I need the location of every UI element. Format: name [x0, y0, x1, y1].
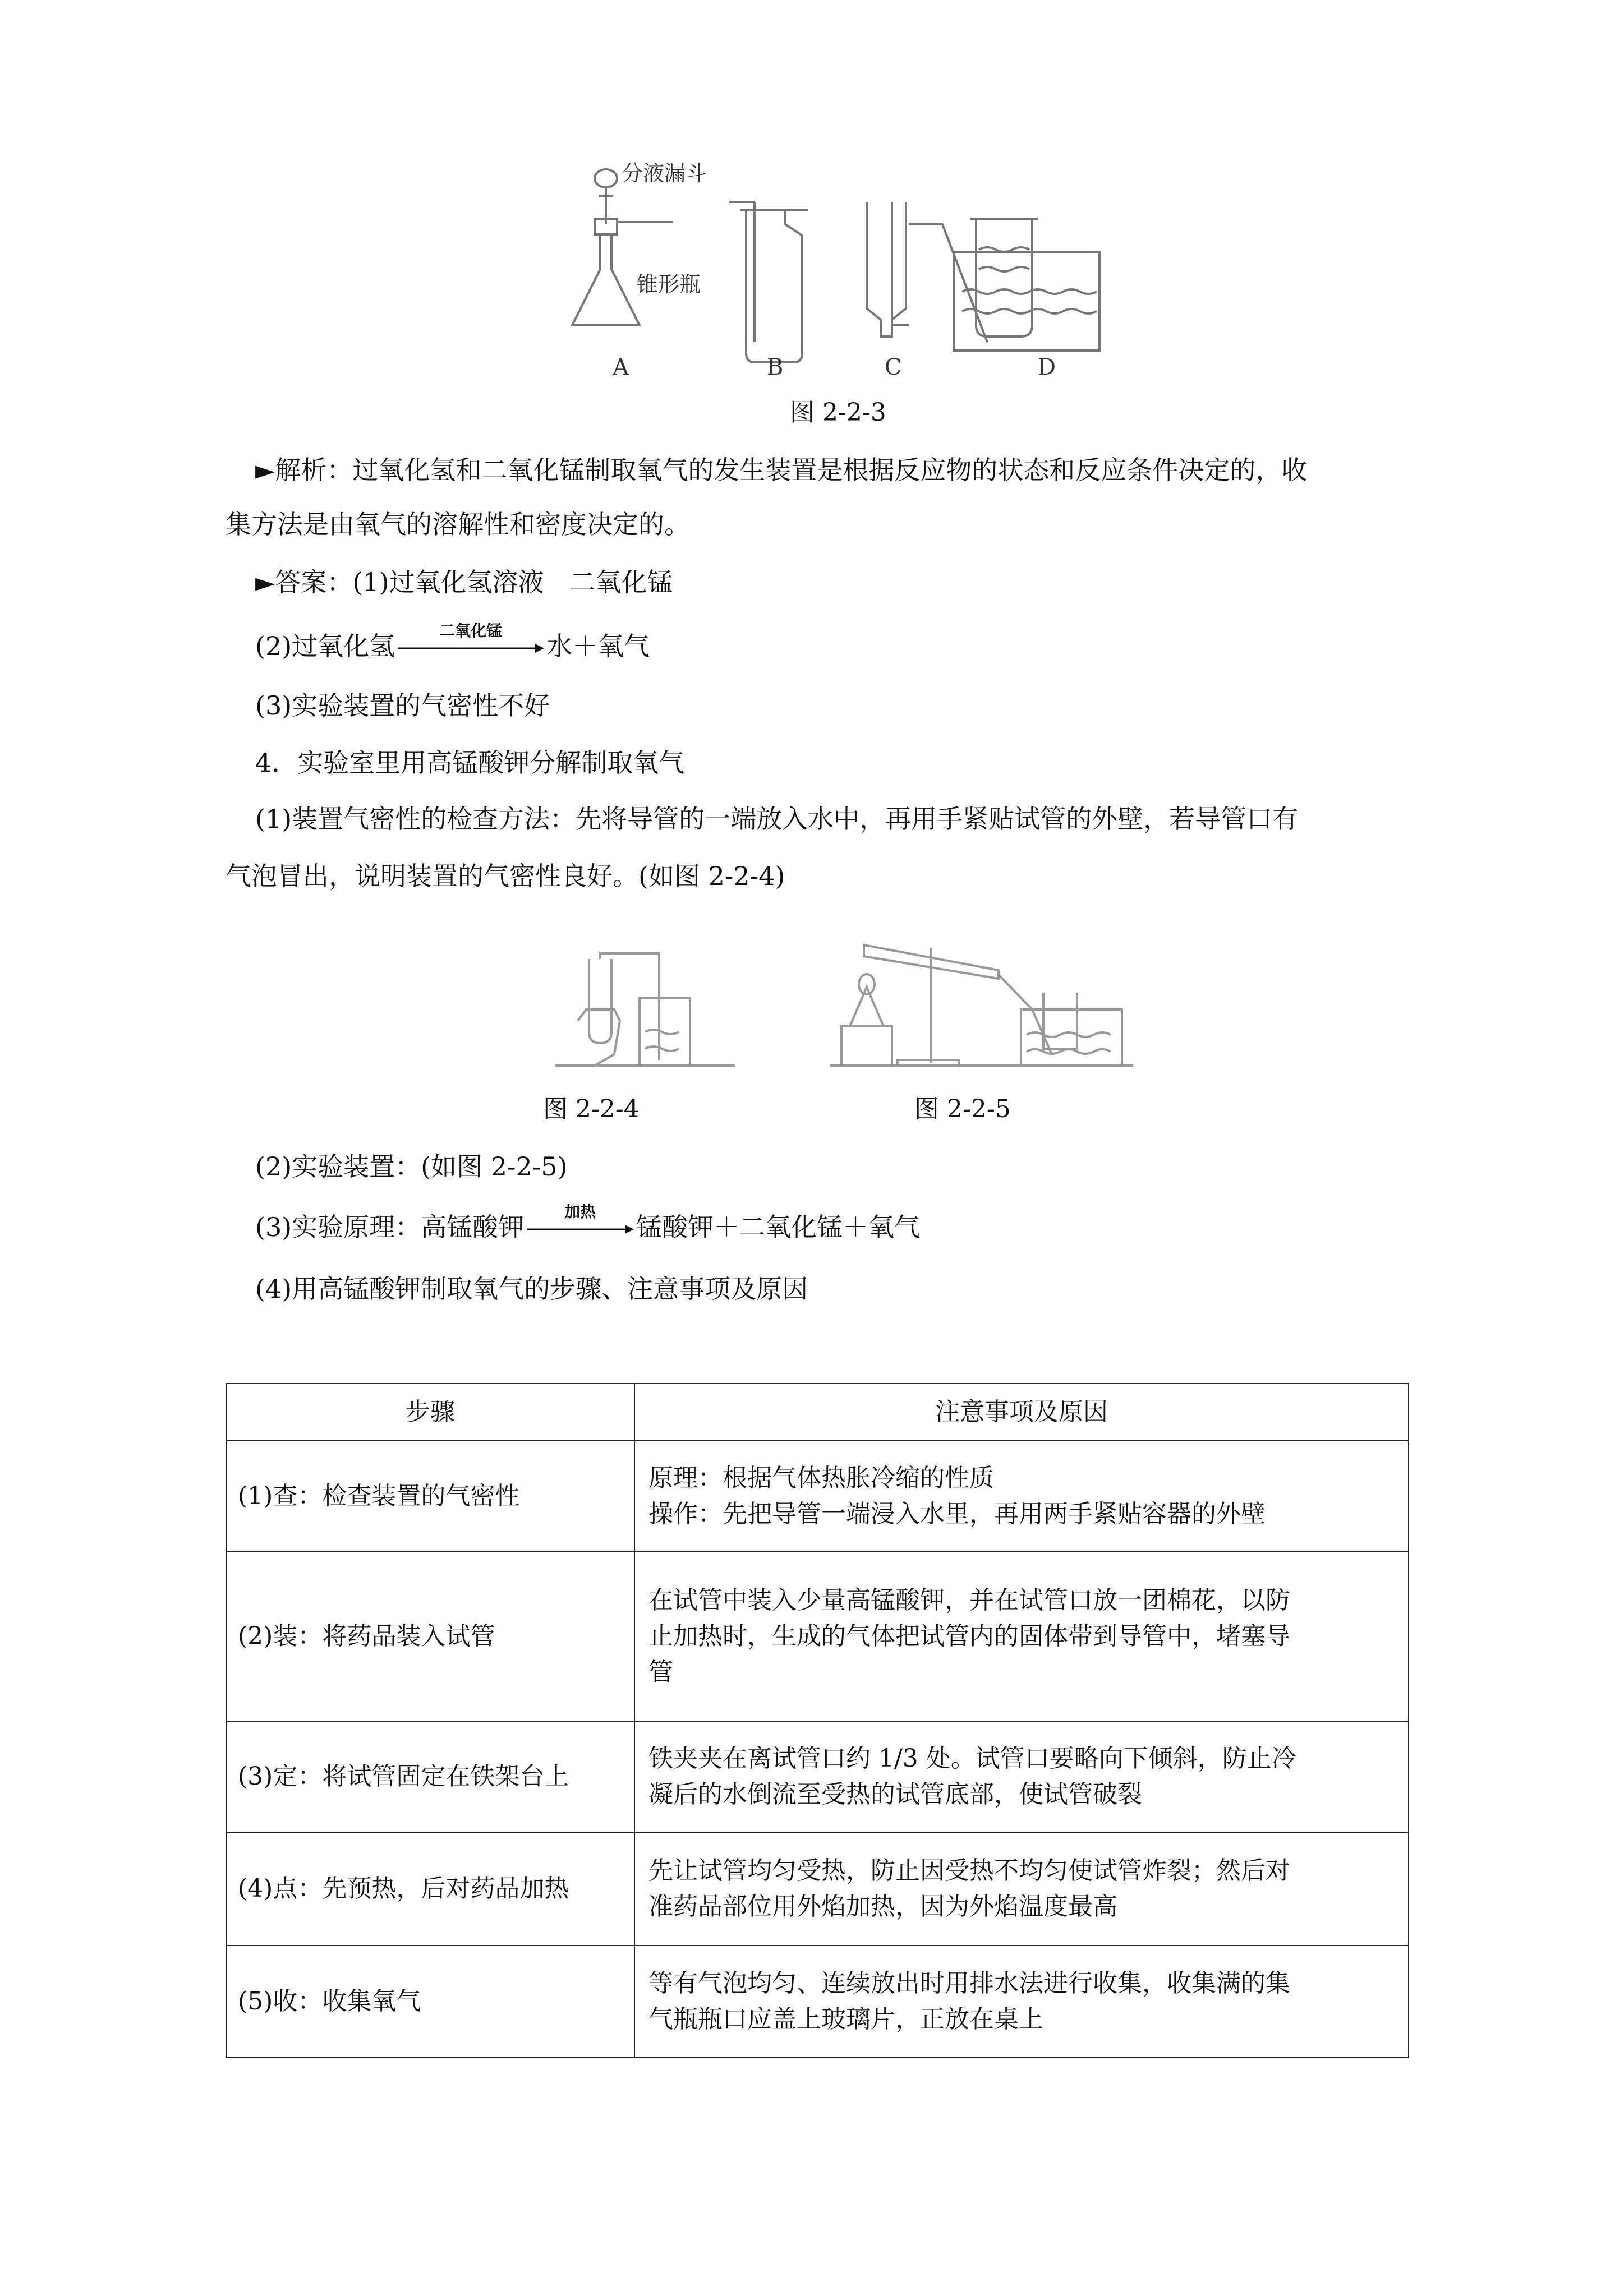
table-row	[226, 1552, 1409, 1721]
reaction-condition: 二氧化锰	[439, 621, 503, 640]
section-4-p3	[255, 1202, 921, 1244]
table-row	[226, 1441, 1409, 1552]
principle-arrow	[524, 1202, 636, 1236]
table-row	[226, 1832, 1409, 1945]
figure-2-2-5-caption: 图 2-2-5	[914, 1095, 1011, 1123]
reaction-arrow	[395, 621, 546, 655]
note-cell	[634, 1552, 1409, 1721]
step-cell: (5)收：收集氧气	[226, 1945, 634, 2058]
figure-2-2-3	[561, 140, 1133, 398]
answer-line-3: (3)实验装置的气密性不好	[255, 690, 550, 721]
note-line: 止加热时，生成的气体把试管内的固体带到导管中，堵塞导	[648, 1622, 1290, 1650]
answer-line-1: ►答案：(1)过氧化氢溶液 二氧化锰	[255, 567, 673, 597]
step-cell: (2)装：将药品装入试管	[226, 1552, 634, 1721]
analysis-line-2: 集方法是由氧气的溶解性和密度决定的。	[226, 509, 690, 540]
step-cell: (3)定：将试管固定在铁架台上	[226, 1721, 634, 1832]
note-line: 在试管中装入少量高锰酸钾，并在试管口放一团棉花，以防	[648, 1586, 1290, 1615]
note-line: 铁夹夹在离试管口约 1/3 处。试管口要略向下倾斜，防止冷	[648, 1744, 1296, 1773]
note-cell	[634, 1832, 1409, 1945]
principle-right: 锰酸钾＋二氧化锰＋氧气	[636, 1212, 921, 1242]
step-cell: (4)点：先预热，后对药品加热	[226, 1832, 634, 1945]
section-4-p1-line-2: 气泡冒出，说明装置的气密性良好。(如图 2-2-4)	[226, 861, 785, 891]
note-cell	[634, 1721, 1409, 1832]
section-4-p4: (4)用高锰酸钾制取氧气的步骤、注意事项及原因	[255, 1274, 808, 1304]
steps-table	[226, 1383, 1409, 2058]
letter-b: B	[767, 354, 784, 380]
note-line: 管	[648, 1658, 673, 1686]
note-cell	[634, 1441, 1409, 1552]
header-notes: 注意事项及原因	[634, 1384, 1409, 1441]
note-line: 气瓶瓶口应盖上玻璃片，正放在桌上	[648, 2005, 1043, 2034]
note-cell	[634, 1945, 1409, 2058]
section-4-p2: (2)实验装置：(如图 2-2-5)	[255, 1151, 568, 1182]
principle-left: (3)实验原理：高锰酸钾	[255, 1212, 525, 1242]
funnel-label: 分液漏斗	[622, 161, 707, 186]
flask-label: 锥形瓶	[637, 272, 701, 297]
note-line: 等有气泡均匀、连续放出时用排水法进行收集，收集满的集	[648, 1969, 1290, 1998]
note-line: 准药品部位用外焰加热，因为外焰温度最高	[648, 1892, 1117, 1921]
figure-2-2-4	[555, 948, 740, 1077]
table-header-row	[226, 1384, 1409, 1441]
letter-d: D	[1038, 354, 1056, 380]
note-line: 凝后的水倒流至受热的试管底部，使试管破裂	[648, 1780, 1142, 1809]
figure-2-2-4-caption: 图 2-2-4	[543, 1095, 640, 1123]
letter-c: C	[885, 354, 902, 380]
note-line: 原理：根据气体热胀冷缩的性质	[648, 1464, 994, 1492]
section-4-p1-line-1: (1)装置气密性的检查方法：先将导管的一端放入水中，再用手紧贴试管的外壁，若导管口有	[255, 804, 1299, 834]
figure-2-2-5	[830, 937, 1133, 1077]
table-row	[226, 1945, 1409, 2058]
note-line: 操作：先把导管一端浸入水里，再用两手紧贴容器的外壁	[648, 1500, 1266, 1528]
step-cell: (1)查：检查装置的气密性	[226, 1441, 634, 1552]
note-line: 先让试管均匀受热，防止因受热不均匀使试管炸裂；然后对	[648, 1856, 1290, 1885]
header-step: 步骤	[226, 1384, 634, 1441]
principle-condition: 加热	[564, 1202, 596, 1221]
analysis-line-1: ►解析：过氧化氢和二氧化锰制取氧气的发生装置是根据反应物的状态和反应条件决定的，收	[255, 455, 1308, 485]
section-4-title: 4．实验室里用高锰酸钾分解制取氧气	[255, 748, 685, 778]
answer-equation	[255, 621, 650, 663]
letter-a: A	[613, 354, 629, 380]
equation-right: 水＋氧气	[546, 631, 650, 661]
table-row	[226, 1721, 1409, 1832]
equation-left: (2)过氧化氢	[255, 631, 395, 661]
figure-2-2-3-caption: 图 2-2-3	[790, 398, 886, 427]
